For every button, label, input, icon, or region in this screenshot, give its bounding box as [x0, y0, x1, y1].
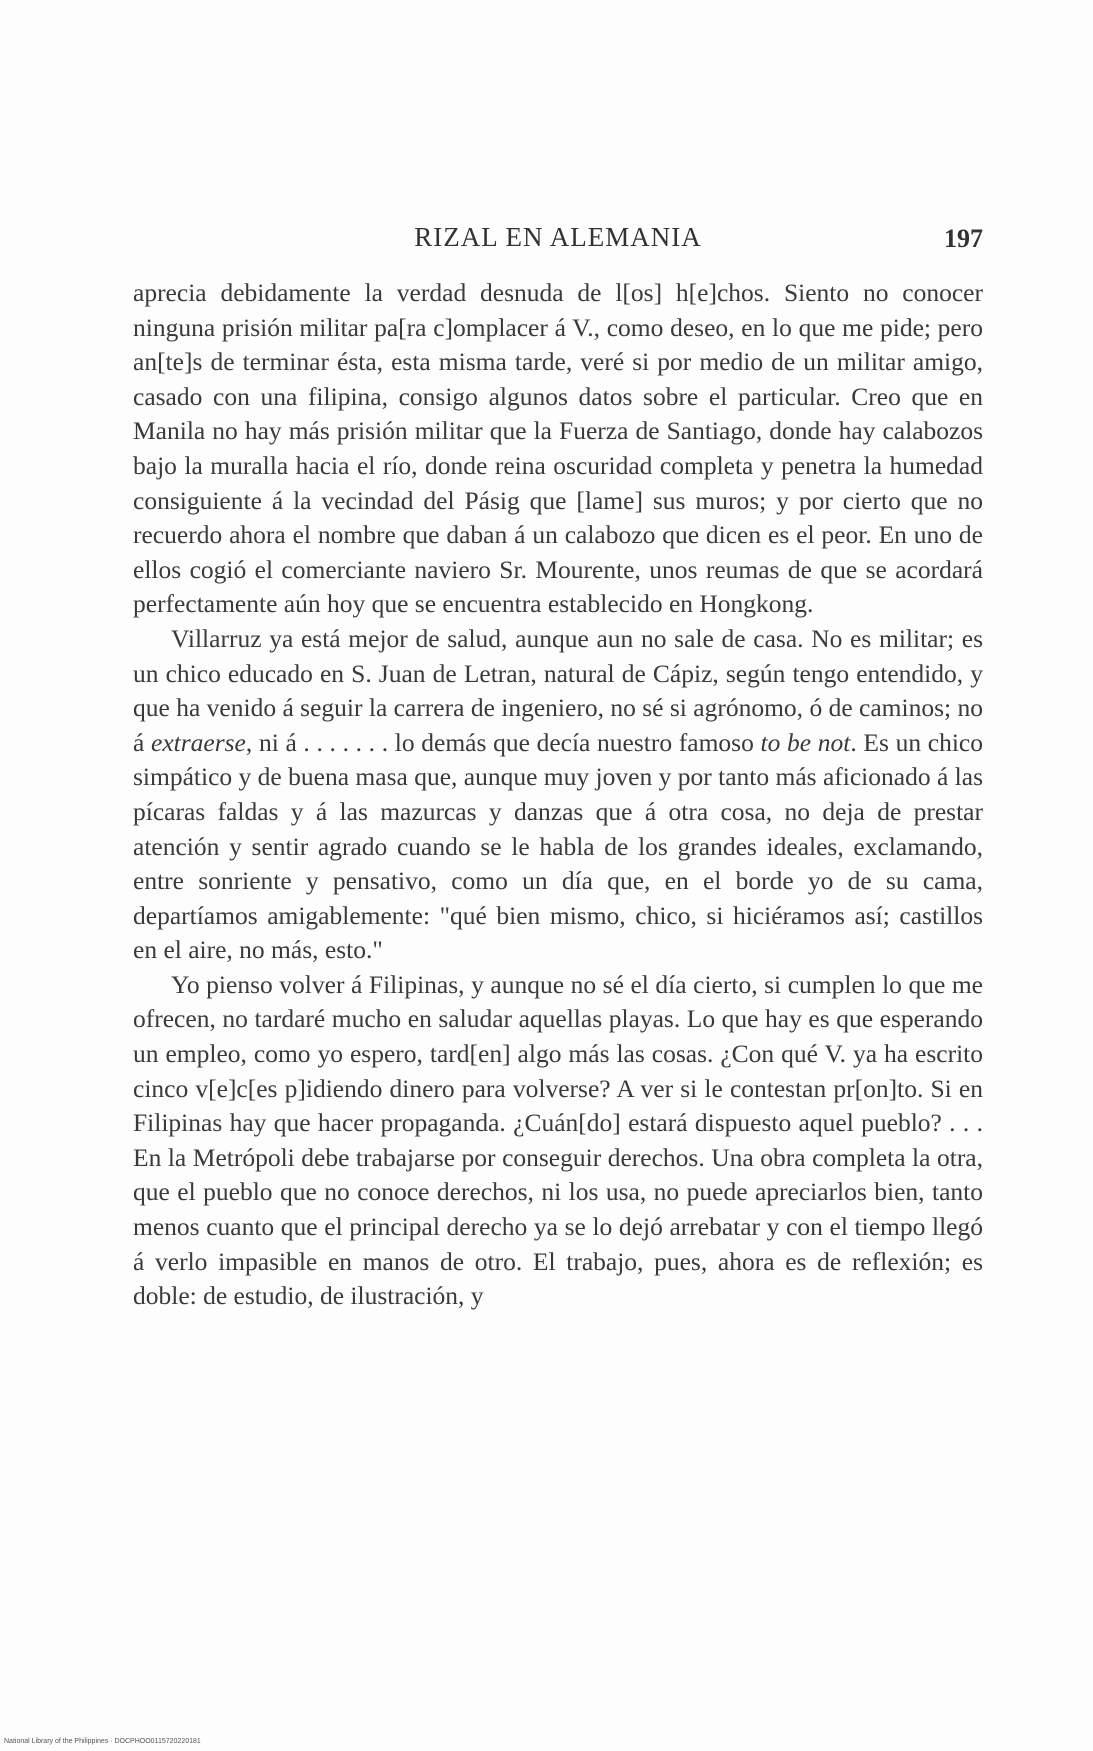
italic-word-extraerse: extraerse — [151, 727, 246, 757]
running-title: RIZAL EN ALEMANIA — [414, 222, 702, 252]
paragraph-2-text-a: Villarruz ya está mejor de salud, aunque aun no sale de casa. No es militar; es un chico educado en S. Juan de Letran, natural de Cápiz, según tengo entendido, y que ha venido á seguir la carrera de ingeniero, no sé si agrónomo, ó de caminos; no á — [133, 623, 983, 757]
italic-phrase-to-be-not: to be not — [760, 727, 851, 757]
page-number: 197 — [944, 224, 983, 253]
paragraph-2 — [133, 622, 983, 968]
paragraph-3 — [133, 968, 983, 1314]
paragraph-1-text: aprecia debidamente la verdad desnuda de l[os] h[e]chos. Siento no conocer ninguna prisión militar pa[ra c]omplacer á V., como deseo, en lo que me pide; pero an[te]s de terminar ésta, esta misma tarde, veré si por medio de un militar amigo, casado con una filipina, consigo algunos datos sobre el particular. Creo que en Manila no hay más prisión militar que la Fuerza de Santiago, donde hay calabozos bajo la muralla hacia el río, donde reina oscuridad completa y penetra la humedad consiguiente á la vecindad del Pásig que [lame] sus muros; y por cierto que no recuerdo ahora el nombre que daban á un calabozo que dicen es el peor. En uno de ellos cogió el comerciante naviero Sr. Mourente, unos reumas de que se acordará perfectamente aún hoy que se encuentra establecido en Hongkong. — [133, 278, 983, 619]
body-text — [133, 276, 983, 1314]
paragraph-3-text: Yo pienso volver á Filipinas, y aunque no sé el día cierto, si cumplen lo que me ofrecen, no tardaré mucho en saludar aquellas playas. Lo que hay es que esperando un empleo, como yo espero, tard[en] algo más las cosas. ¿Con qué V. ya ha escrito cinco v[e]c[es p]idiendo dinero para volverse? A ver si le contestan pr[on]to. Si en Filipinas hay que hacer propaganda. ¿Cuán[do] estará dispuesto aquel pueblo? . . . En la Metrópoli debe trabajarse por conseguir derechos. Una obra completa la otra, que el pueblo que no conoce derechos, ni los usa, no puede apreciarlos bien, tanto menos cuanto que el principal derecho ya se lo dejó arrebatar y con el tiempo llegó á verlo impasible en manos de otro. El trabajo, pues, ahora es de reflexión; es doble: de estudio, de ilustración, y — [133, 969, 983, 1311]
running-head — [133, 222, 983, 262]
paragraph-2-text-b: , ni á . . . . . . . lo demás que decía nuestro famoso — [245, 727, 761, 757]
paragraph-1 — [133, 276, 983, 622]
source-footer-note: National Library of the Philippines · DOCPHOO0115720220181 — [4, 1738, 201, 1745]
paragraph-2-text-c: . Es un chico simpático y de buena masa que, aunque muy joven y por tanto más aficionado á las pícaras faldas y á las mazurcas y danzas que á otra cosa, no deja de prestar atención y sentir agrado cuando se le habla de los grandes ideales, exclamando, entre sonriente y pensativo, como un día que, en el borde yo de su cama, departíamos amigablemente: "qué bien mismo, chico, si hiciéramos así; castillos en el aire, no más, esto." — [133, 727, 983, 965]
